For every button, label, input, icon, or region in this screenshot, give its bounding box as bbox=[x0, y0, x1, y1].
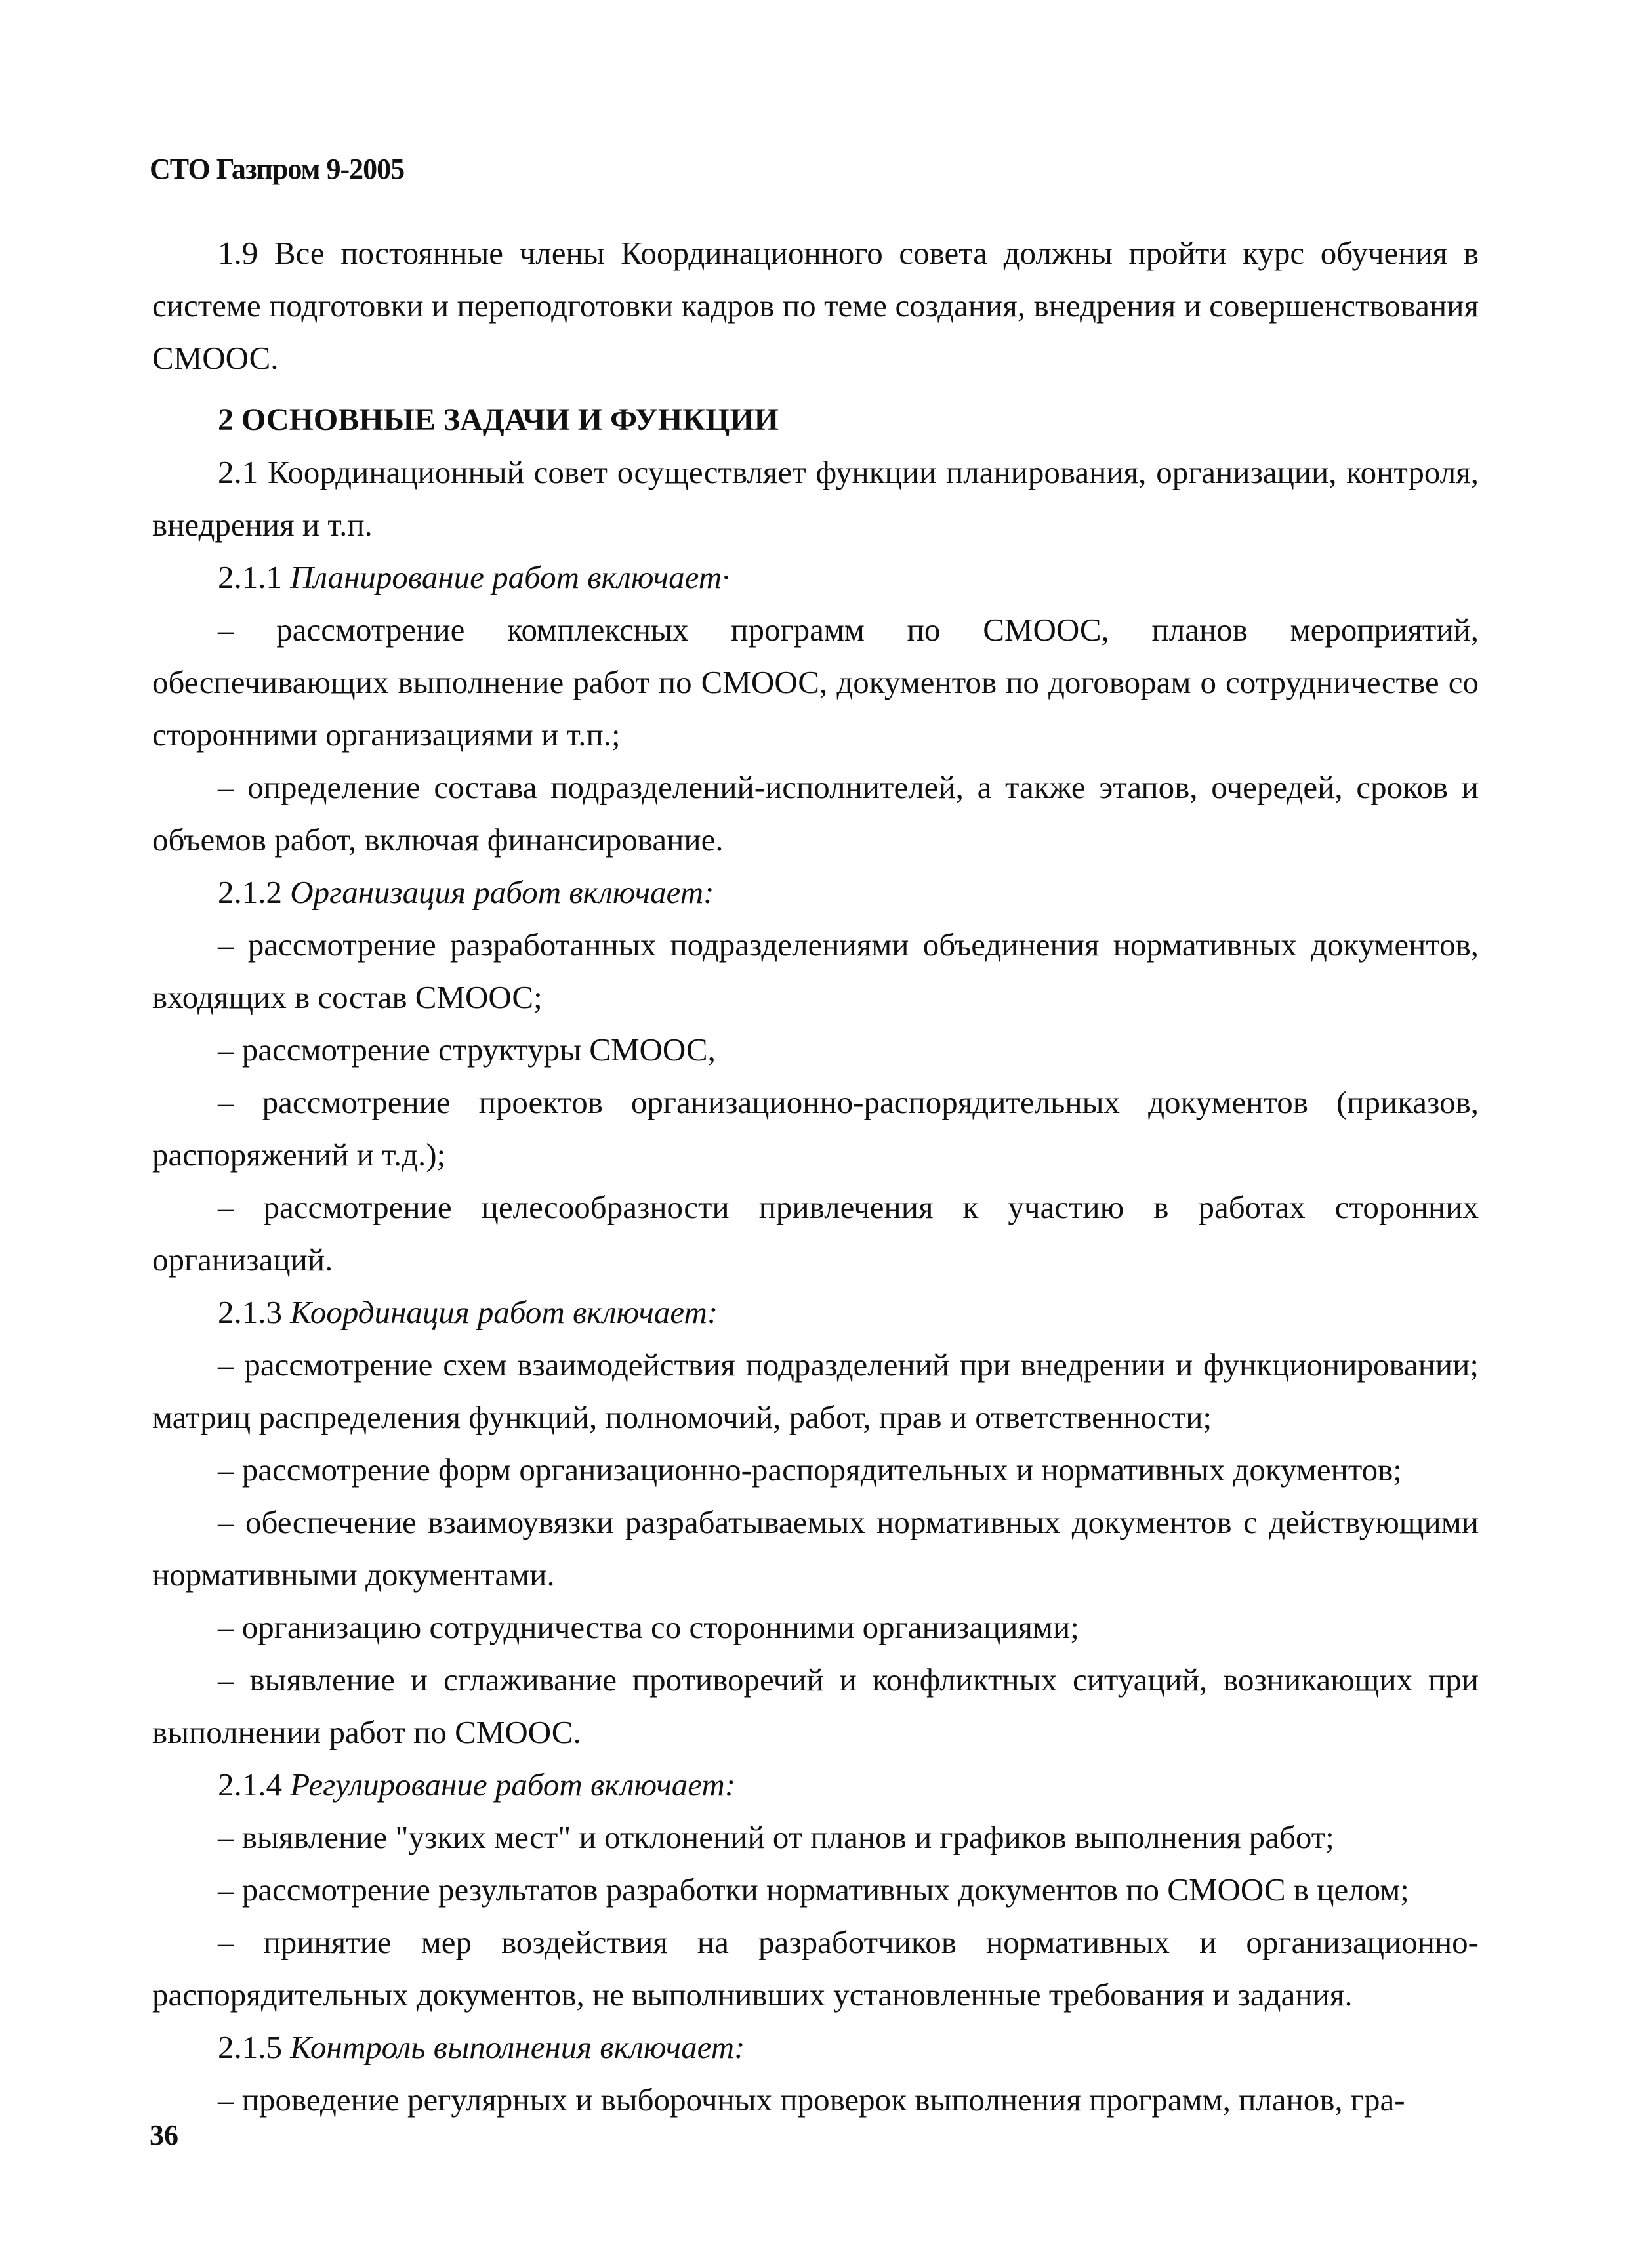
list-item: – рассмотрение структуры СМООС, bbox=[218, 1032, 716, 1068]
list-item: – проведение регулярных и выборочных проверок выполнения программ, планов, гра- bbox=[218, 2082, 1405, 2118]
list-item: – организацию сотрудничества со сторонними организациями; bbox=[218, 1609, 1079, 1645]
paragraph-2-1: 2.1 Координационный совет осуществляет функции планирования, организации, контроля, внедрения и т.п. bbox=[152, 454, 1479, 543]
subsection-number: 2.1.2 bbox=[218, 874, 291, 910]
subsection-title: Регулирование работ включает: bbox=[290, 1767, 736, 1803]
list-item: – рассмотрение проектов организационно-распорядительных документов (приказов, распоряжений и т.д.); bbox=[152, 1084, 1479, 1173]
list-item: – принятие мер воздействия на разработчиков нормативных и организационно-распорядительных документов, не выполнивших установленные требования и задания. bbox=[152, 1924, 1479, 2013]
paragraph-1-9: 1.9 Все постоянные члены Координационного совета должны пройти курс обучения в системе подготовки и переподготовки кадров по теме создания, внедрения и совершенствования СМООС. bbox=[152, 235, 1479, 376]
list-item: – рассмотрение форм организационно-распорядительных и нормативных документов; bbox=[218, 1452, 1402, 1488]
list-item: – выявление и сглаживание противоречий и конфликтных ситуаций, возникающих при выполнении работ по СМООС. bbox=[152, 1662, 1479, 1750]
list-item: – выявление "узких мест" и отклонений от планов и графиков выполнения работ; bbox=[218, 1819, 1334, 1855]
subsection-number: 2.1.5 bbox=[218, 2029, 291, 2065]
document-header: СТО Газпром 9-2005 bbox=[150, 153, 405, 185]
list-item: – рассмотрение разработанных подразделениями объединения нормативных документов, входящих в состав СМООС; bbox=[152, 927, 1479, 1015]
subsection-title: Организация работ включает: bbox=[290, 874, 714, 910]
list-item: – определение состава подразделений-исполнителей, а также этапов, очередей, сроков и объемов работ, включая финансирование. bbox=[152, 769, 1479, 858]
page-number: 36 bbox=[150, 2119, 178, 2151]
list-item: – рассмотрение комплексных программ по СМООС, планов мероприятий, обеспечивающих выполнение работ по СМООС, документов по договорам о сотрудничестве со сторонними организациями и т.п.; bbox=[152, 612, 1479, 753]
document-body bbox=[152, 227, 1479, 2126]
subsection-title: Планирование работ включает· bbox=[290, 559, 730, 595]
subsection-2-1-5-heading bbox=[152, 2021, 1479, 2074]
subsection-2-1-4-heading bbox=[152, 1759, 1479, 1811]
subsection-2-1-2-heading bbox=[152, 866, 1479, 919]
subsection-number: 2.1.3 bbox=[218, 1294, 291, 1330]
list-item: – рассмотрение схем взаимодействия подразделений при внедрении и функционировании; матриц распределения функций, полномочий, работ, прав и ответственности; bbox=[152, 1347, 1479, 1435]
subsection-number: 2.1.1 bbox=[218, 559, 291, 595]
subsection-number: 2.1.4 bbox=[218, 1767, 291, 1803]
list-item: – рассмотрение результатов разработки нормативных документов по СМООС в целом; bbox=[218, 1872, 1409, 1908]
subsection-title: Координация работ включает: bbox=[290, 1294, 718, 1330]
subsection-2-1-1-heading bbox=[152, 551, 1479, 604]
list-item: – рассмотрение целесообразности привлечения к участию в работах сторонних организаций. bbox=[152, 1189, 1479, 1278]
list-item: – обеспечение взаимоувязки разрабатываемых нормативных документов с действующими нормативными документами. bbox=[152, 1504, 1479, 1593]
subsection-2-1-3-heading bbox=[152, 1286, 1479, 1339]
subsection-title: Контроль выполнения включает: bbox=[290, 2029, 745, 2065]
section-title: 2 ОСНОВНЫЕ ЗАДАЧИ И ФУНКЦИИ bbox=[218, 402, 779, 437]
